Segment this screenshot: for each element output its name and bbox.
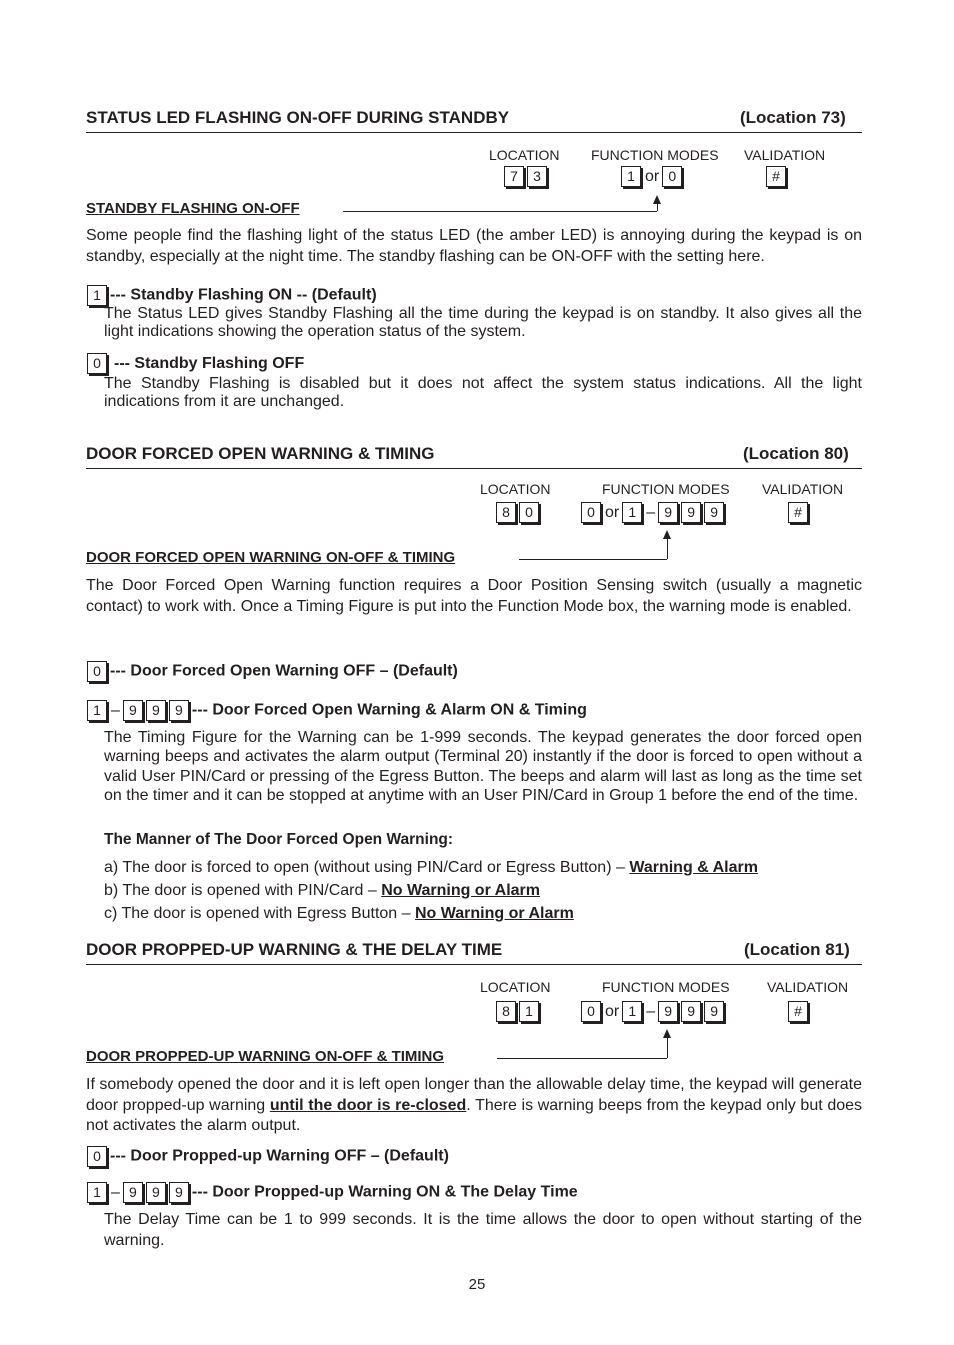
option-0-description: The Standby Flashing is disabled but it does not affect the system status indications. All the light indications from it are unchanged. [104, 375, 862, 410]
caption-function-modes: FUNCTION MODES [602, 481, 730, 497]
section-81-location: (Location 81) [744, 940, 850, 959]
manner-item [104, 881, 540, 902]
key: 9 [123, 700, 143, 721]
page-number: 25 [468, 1276, 486, 1293]
intro-text: . There is warning beeps from the keypad only but does not activates the alarm output. [86, 1096, 863, 1134]
dash-text: – [646, 503, 656, 521]
key: 0 [519, 502, 539, 523]
option-1-row [87, 700, 587, 721]
caption-location: LOCATION [489, 147, 560, 163]
dash-text: – [111, 701, 120, 719]
option-1-label: --- Door Propped-up Warning ON & The Delay Time [191, 1183, 578, 1201]
pointer-arrow-icon [653, 195, 661, 204]
pointer-arrow-icon [663, 1029, 671, 1038]
location-keys [504, 166, 550, 187]
key: 0 [581, 502, 601, 523]
section-80-title: DOOR FORCED OPEN WARNING & TIMING [86, 444, 435, 463]
validation-key [788, 1001, 811, 1022]
key: 8 [496, 1001, 516, 1022]
key: 9 [658, 502, 678, 523]
or-text: or [605, 1002, 620, 1020]
section-73-rule [86, 132, 862, 133]
option-1-label: --- Door Forced Open Warning & Alarm ON & Timing [191, 701, 587, 719]
key: 1 [621, 166, 641, 187]
key: # [788, 1001, 808, 1022]
key: 9 [123, 1182, 143, 1203]
caption-function-modes: FUNCTION MODES [602, 979, 730, 995]
key: # [788, 502, 808, 523]
key: 0 [87, 353, 107, 374]
pointer-line [497, 1058, 667, 1059]
key: 0 [581, 1001, 601, 1022]
key: 8 [496, 502, 516, 523]
function-mode-keys [581, 502, 727, 523]
option-1-label: --- Standby Flashing ON -- (Default) [110, 286, 377, 304]
caption-validation: VALIDATION [762, 481, 844, 497]
or-text: or [645, 167, 660, 185]
key: 9 [146, 700, 166, 721]
option-1-description: The Delay Time can be 1 to 999 seconds. It is the time allows the door to open without starting of the warning. [104, 1211, 862, 1249]
section-81-title: DOOR PROPPED-UP WARNING & THE DELAY TIME [86, 940, 503, 959]
manner-item [104, 858, 758, 879]
caption-validation: VALIDATION [744, 147, 826, 163]
pointer-line-vertical [667, 537, 668, 559]
pointer-line-vertical [667, 1036, 668, 1058]
option-0-row [87, 1146, 449, 1167]
key: 1 [622, 1001, 642, 1022]
section-80-rule [86, 468, 862, 469]
key: 3 [527, 166, 547, 187]
key: 0 [87, 661, 107, 682]
section-81-rule [86, 964, 862, 965]
manner-text: a) The door is forced to open (without using PIN/Card or Egress Button) – [104, 859, 630, 876]
key: 9 [658, 1001, 678, 1022]
key: 9 [169, 700, 189, 721]
key: 7 [504, 166, 524, 187]
section-80-intro: The Door Forced Open Warning function requires a Door Position Sensing switch (usually a magnetic contact) to work with. Once a Timing Figure is put into the Function Mode box, the warning mode is enabled. [86, 577, 862, 615]
key: 1 [87, 700, 107, 721]
option-0-row [87, 661, 458, 682]
location-keys [496, 502, 542, 523]
pointer-arrow-icon [663, 530, 671, 539]
key: 9 [681, 1001, 701, 1022]
key: 9 [681, 502, 701, 523]
location-keys [496, 1001, 542, 1022]
option-0-label: --- Door Propped-up Warning OFF – (Default) [110, 1147, 449, 1165]
door-propped-label: DOOR PROPPED-UP WARNING ON-OFF & TIMING [86, 1048, 445, 1065]
key: 1 [622, 502, 642, 523]
section-80-location: (Location 80) [743, 444, 849, 463]
validation-key [766, 166, 789, 187]
section-73-title: STATUS LED FLASHING ON-OFF DURING STANDBY [86, 108, 510, 127]
caption-location: LOCATION [480, 481, 551, 497]
key: 1 [87, 285, 107, 306]
key: 9 [169, 1182, 189, 1203]
manner-text: c) The door is opened with Egress Button – [104, 905, 415, 922]
manner-item [104, 904, 574, 925]
key: # [766, 166, 786, 187]
key: 1 [519, 1001, 539, 1022]
key: 9 [704, 502, 724, 523]
intro-text: If somebody opened the door and it is left open longer than the allowable delay time, the keypad will generate door propped-up warning [86, 1076, 862, 1114]
option-0-row [87, 353, 304, 374]
or-text: or [605, 503, 620, 521]
pointer-line [343, 211, 657, 212]
standby-flashing-label: STANDBY FLASHING ON-OFF [86, 200, 300, 217]
validation-key [788, 502, 811, 523]
section-73-location: (Location 73) [740, 108, 846, 127]
dash-text: – [646, 1002, 656, 1020]
intro-emphasis: until the door is re-closed [269, 1096, 467, 1114]
section-81-intro [86, 1075, 862, 1137]
caption-function-modes: FUNCTION MODES [591, 147, 719, 163]
pointer-line [519, 559, 667, 560]
dash-text: – [111, 1183, 120, 1201]
function-mode-keys [621, 166, 685, 187]
section-73-intro: Some people find the flashing light of the status LED (the amber LED) is annoying during the keypad is on standby, especially at the night time. The standby flashing can be ON-OFF with the setting here. [86, 227, 862, 265]
option-0-label: --- Standby Flashing OFF [114, 354, 305, 372]
manner-result: Warning & Alarm [629, 859, 758, 876]
caption-validation: VALIDATION [767, 979, 849, 995]
option-1-description: The Timing Figure for the Warning can be 1-999 seconds. The keypad generates the door forced open warning beeps and activates the alarm output (Terminal 20) instantly if the door is forced to open without a valid User PIN/Card or pressing of the Egress Button. The beeps and alarm will last as long as the time set on the timer and it can be stopped at anytime with an User PIN/Card in Group 1 before the end of the time. [104, 729, 862, 804]
door-forced-label: DOOR FORCED OPEN WARNING ON-OFF & TIMING [86, 549, 456, 566]
option-1-row [87, 1182, 578, 1203]
option-1-row [87, 285, 377, 306]
manner-result: No Warning or Alarm [415, 905, 574, 922]
key: 1 [87, 1182, 107, 1203]
manner-heading: The Manner of The Door Forced Open Warning: [104, 831, 454, 848]
key: 9 [704, 1001, 724, 1022]
manner-result: No Warning or Alarm [381, 882, 541, 899]
key: 0 [87, 1146, 107, 1167]
option-0-label: --- Door Forced Open Warning OFF – (Default) [110, 662, 458, 680]
key: 0 [662, 166, 682, 187]
caption-location: LOCATION [480, 979, 551, 995]
manner-text: b) The door is opened with PIN/Card – [104, 882, 382, 899]
option-1-description: The Status LED gives Standby Flashing all the time during the keypad is on standby. It also gives all the light indications showing the operation status of the system. [104, 305, 862, 340]
key: 9 [146, 1182, 166, 1203]
function-mode-keys [581, 1001, 727, 1022]
